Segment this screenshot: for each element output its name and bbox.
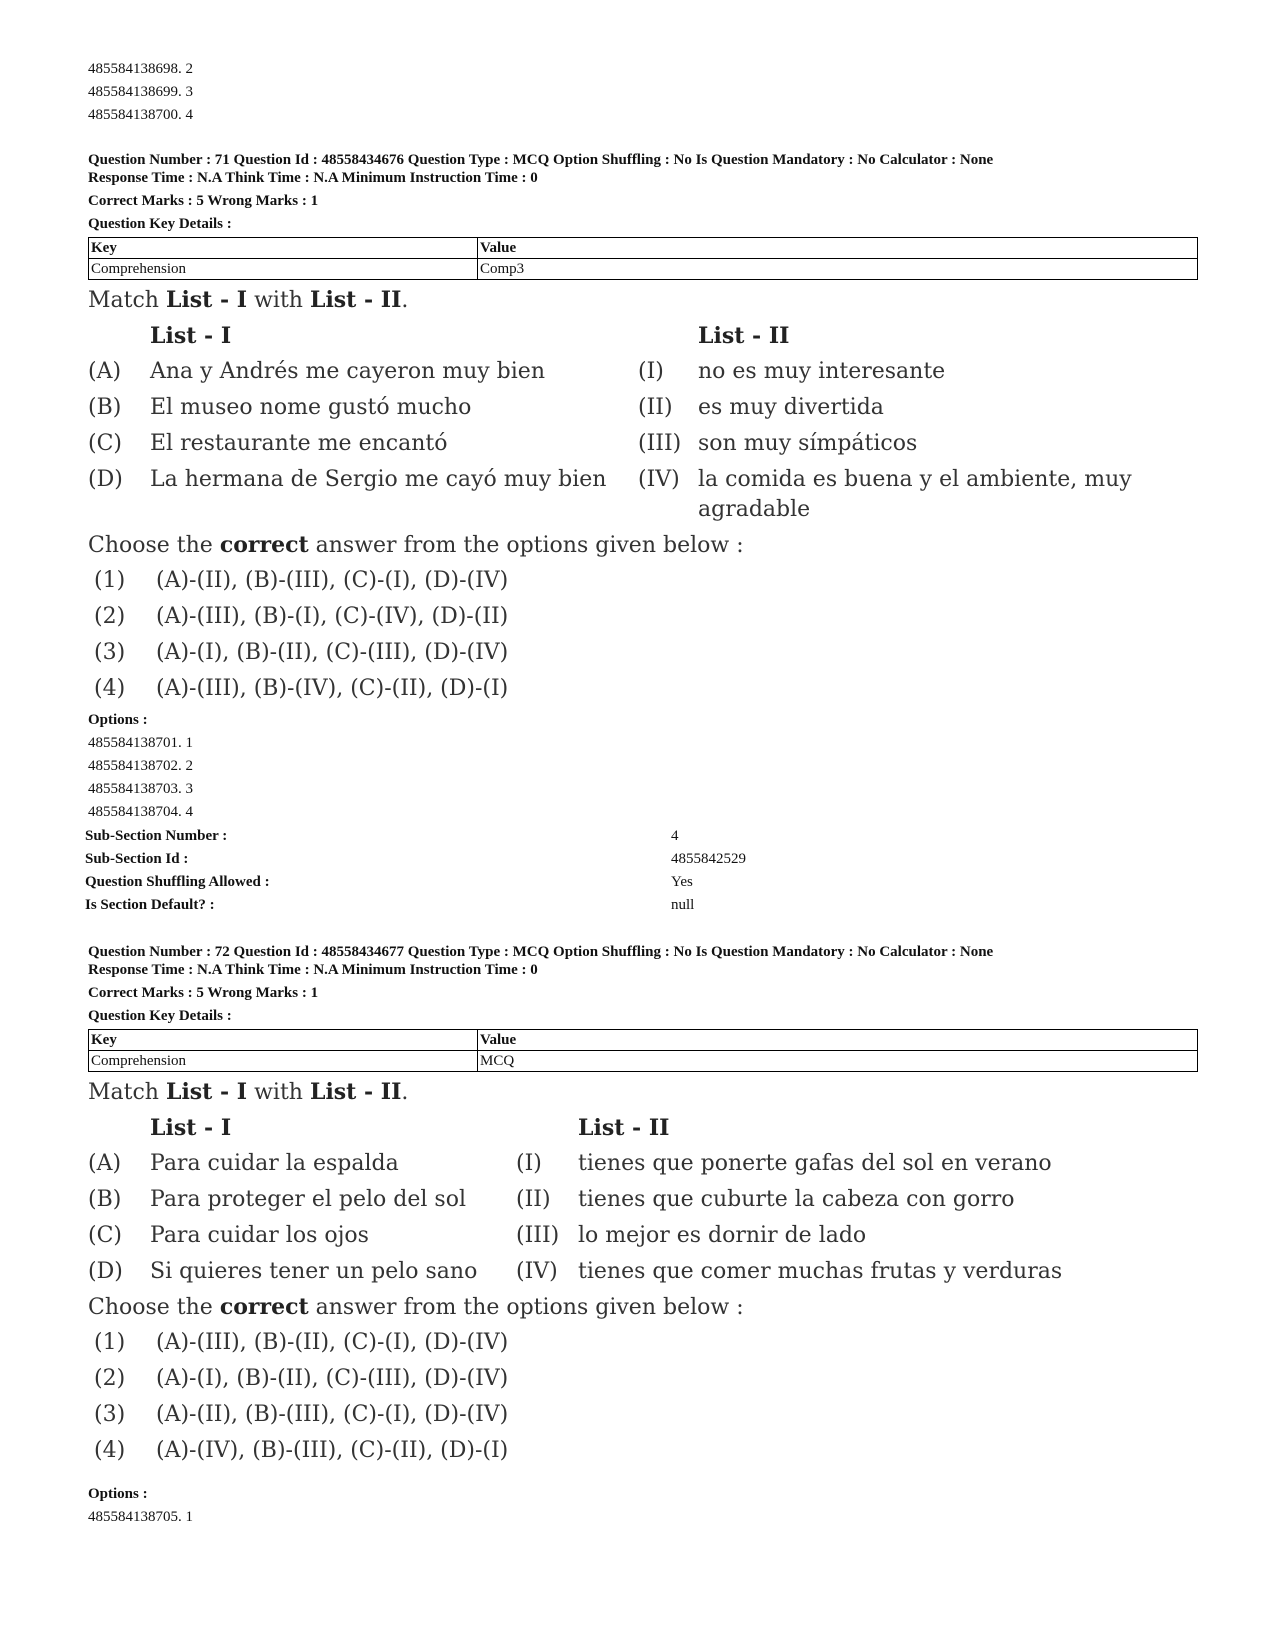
list-1-title: List - I	[150, 1115, 232, 1141]
prev-options-list	[88, 58, 1198, 127]
match-table	[88, 318, 1198, 528]
section-default-label: Is Section Default? :	[85, 897, 215, 913]
subsection-number-value: 4	[671, 828, 679, 844]
option-id: 485584138701. 1	[88, 735, 193, 751]
value-header: Value	[478, 1030, 1198, 1051]
value-cell: MCQ	[478, 1051, 1198, 1072]
match-row: (C) Para cuidar los ojos (III) lo mejor es dornir de lado	[88, 1223, 867, 1248]
choose-instruction: Choose the correct answer from the options given below :	[88, 1294, 744, 1320]
subsection-info	[85, 825, 1198, 917]
answer-choice: (4) (A)-(IV), (B)-(III), (C)-(II), (D)-(I)	[94, 1438, 509, 1463]
option-id: 485584138702. 2	[88, 758, 193, 774]
list-1-title: List - I	[150, 323, 232, 349]
subsection-id-value: 4855842529	[671, 851, 746, 867]
match-instruction: Match List - I with List - II.	[88, 287, 409, 313]
question-timing-line: Response Time : N.A Think Time : N.A Minimum Instruction Time : 0	[88, 170, 538, 186]
answer-choice: (1) (A)-(II), (B)-(III), (C)-(I), (D)-(IV)	[94, 568, 509, 593]
match-row: (D) La hermana de Sergio me cayó muy bien (IV) la comida es buena y el ambiente, muy	[88, 467, 1132, 492]
key-cell: Comprehension	[89, 259, 478, 280]
match-row: (B) El museo nome gustó mucho (II) es muy divertida	[88, 395, 884, 420]
question-key-table	[88, 237, 1198, 280]
question-marks: Correct Marks : 5 Wrong Marks : 1	[88, 193, 319, 209]
key-header: Key	[89, 238, 478, 259]
match-row: (A) Ana y Andrés me cayeron muy bien (I) no es muy interesante	[88, 359, 946, 384]
answer-choice: (2) (A)-(I), (B)-(II), (C)-(III), (D)-(IV)	[94, 1366, 509, 1391]
option-id: 485584138705. 1	[88, 1509, 193, 1525]
shuffle-value: Yes	[671, 874, 693, 890]
question-72	[88, 943, 1198, 1529]
question-key-details-label: Question Key Details :	[88, 1008, 232, 1024]
question-key-table	[88, 1029, 1198, 1072]
value-header: Value	[478, 238, 1198, 259]
option-id: 485584138700. 4	[88, 107, 193, 123]
answer-choice: (4) (A)-(III), (B)-(IV), (C)-(II), (D)-(I)	[94, 676, 509, 701]
options-label: Options :	[88, 712, 148, 728]
question-meta-line: Question Number : 72 Question Id : 48558434677 Question Type : MCQ Option Shuffling : No Is Question Mandatory : No Calculator : None	[88, 944, 994, 960]
list-2-title: List - II	[578, 1115, 670, 1141]
answer-choice: (3) (A)-(I), (B)-(II), (C)-(III), (D)-(IV)	[94, 640, 509, 665]
choose-instruction: Choose the correct answer from the options given below :	[88, 532, 744, 558]
shuffle-label: Question Shuffling Allowed :	[85, 874, 270, 890]
question-body	[88, 1075, 1198, 1469]
match-row: (B) Para proteger el pelo del sol (II) tienes que cuburte la cabeza con gorro	[88, 1187, 1015, 1212]
match-row: (C) El restaurante me encantó (III) son muy símpáticos	[88, 431, 918, 456]
options-label: Options :	[88, 1486, 148, 1502]
option-id: 485584138698. 2	[88, 61, 193, 77]
question-meta-line: Question Number : 71 Question Id : 48558434676 Question Type : MCQ Option Shuffling : No Is Question Mandatory : No Calculator : None	[88, 152, 994, 168]
key-header: Key	[89, 1030, 478, 1051]
answer-choice: (1) (A)-(III), (B)-(II), (C)-(I), (D)-(IV)	[94, 1330, 509, 1355]
value-cell: Comp3	[478, 259, 1198, 280]
match-row: (A) Para cuidar la espalda (I) tienes que ponerte gafas del sol en verano	[88, 1151, 1052, 1176]
option-id: 485584138703. 3	[88, 781, 193, 797]
option-id: 485584138699. 3	[88, 84, 193, 100]
list-2-title: List - II	[698, 323, 790, 349]
question-timing-line: Response Time : N.A Think Time : N.A Minimum Instruction Time : 0	[88, 962, 538, 978]
question-marks: Correct Marks : 5 Wrong Marks : 1	[88, 985, 319, 1001]
subsection-number-label: Sub-Section Number :	[85, 828, 228, 844]
answer-choice: (3) (A)-(II), (B)-(III), (C)-(I), (D)-(IV)	[94, 1402, 509, 1427]
question-71	[88, 151, 1198, 824]
match-instruction: Match List - I with List - II.	[88, 1079, 409, 1105]
match-row: (D) Si quieres tener un pelo sano (IV) tienes que comer muchas frutas y verduras	[88, 1259, 1063, 1284]
option-id: 485584138704. 4	[88, 804, 193, 820]
question-body	[88, 283, 1198, 707]
match-table	[88, 1110, 1198, 1290]
options-list	[88, 732, 1198, 824]
question-key-details-label: Question Key Details :	[88, 216, 232, 232]
section-default-value: null	[671, 897, 695, 913]
answer-choice: (2) (A)-(III), (B)-(I), (C)-(IV), (D)-(II)	[94, 604, 509, 629]
subsection-id-label: Sub-Section Id :	[85, 851, 189, 867]
key-cell: Comprehension	[89, 1051, 478, 1072]
document-page	[85, 58, 1198, 1529]
options-list	[88, 1506, 1198, 1529]
match-row-continued: agradable	[698, 497, 811, 522]
